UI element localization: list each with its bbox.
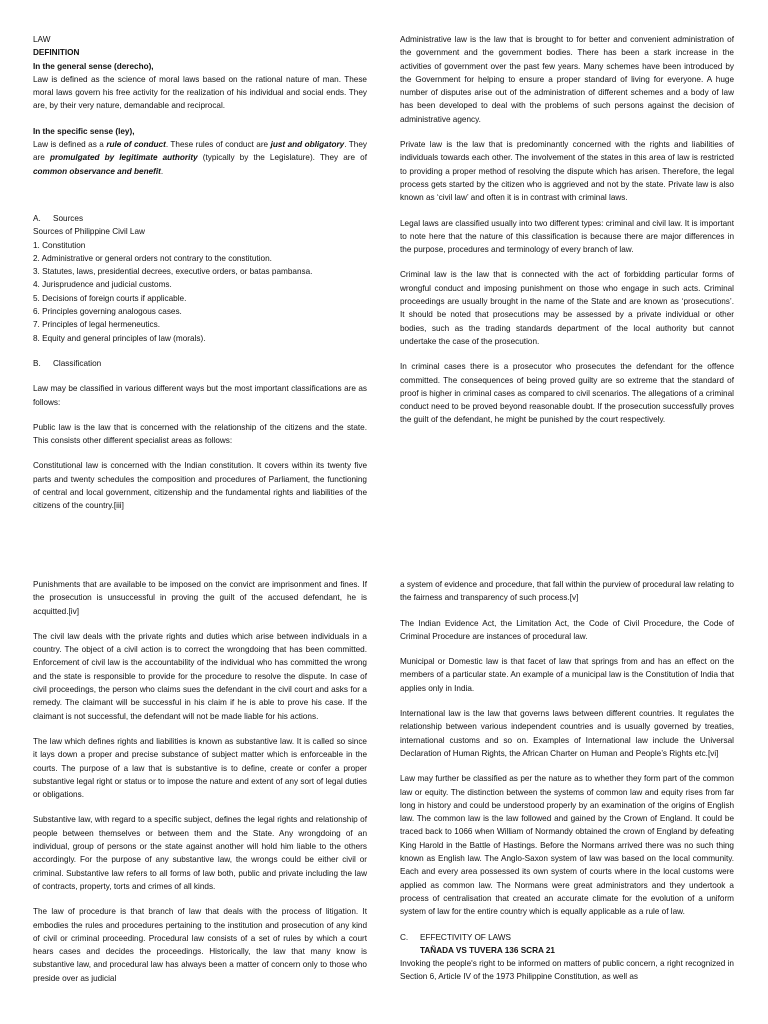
private-law-paragraph: Private law is the law that is predominantly concerned with the rights and liabilities of individuals towards each other. The involvement of the states in this area of law is restricted to providing a proper method of resolving the dispute which has arisen. Therefore, the legal process gets started by the citizen who is aggrieved and not by the state. Private law is also known as ‘civil law’ and often it is in contrast with criminal laws. <box>400 140 734 203</box>
international-law-paragraph: International law is the law that governs laws between different countries. It regulates the relationship between various independent countries and is usually governed by treaties, international customs and so on. Examples of International law include the Universal Declaration of Human Rights, the African Charter on Human and People’s Rights etc.[vi] <box>400 709 734 758</box>
sources-list <box>33 239 367 345</box>
list-item: 4. Jurisprudence and judicial customs. <box>33 280 172 290</box>
page-2 <box>0 572 768 1024</box>
page-1-left-column <box>33 33 367 525</box>
list-item: 2. Administrative or general orders not contrary to the constitution. <box>33 253 272 263</box>
substantive-law-paragraph-2: Substantive law, with regard to a specific subject, defines the legal rights and relationship of people between themselves or between them and the State. Any wrongdoing of an individual, group of persons or the state against another will hold him liable to the others accordingly. For the purpose of any substantive law, the wrongs could be either civil or criminal. Substantive law refers to all forms of law both, public and private including the law of contracts, property, torts and crimes of all kinds. <box>33 815 367 891</box>
doc-title: LAW <box>33 35 51 44</box>
list-item: 1. Constitution <box>33 240 86 250</box>
municipal-law-paragraph: Municipal or Domestic law is that facet of law that springs from and has an effect on the members of a particular state. An example of a municipal law is the Constitution of India that applies only in India. <box>400 657 734 693</box>
indian-acts-paragraph: The Indian Evidence Act, the Limitation Act, the Code of Civil Procedure, the Code of Criminal Procedure are instances of procedural law. <box>400 618 734 641</box>
legal-laws-paragraph: Legal laws are classified usually into two different types: criminal and civil law. It is important to note here that the nature of this classification is because there are major differences in the purpose, procedures and terminology of every branch of law. <box>400 218 734 255</box>
list-item: 5. Decisions of foreign courts if applicable. <box>33 293 187 303</box>
list-item: 3. Statutes, laws, presidential decrees, executive orders, or batas pambansa. <box>33 267 313 277</box>
civil-law-paragraph: The civil law deals with the private rights and duties which arise between individuals in a country. The object of a civil action is to correct the wrongdoing that has been committed. Enforcement of civil law is the accountability of the individual who has committed the wrong and the state is responsible to provide for the procedure to resolve the dispute. In case of civil proceedings, the person who claims sues the defendant in the civil court and asks for a remedy. The claimant will be successful in his claim if he is able to prove his case. If the claimant is not successful, the defendant will not be made liable for his actions. <box>33 631 367 721</box>
definition-label: DEFINITION <box>33 48 80 58</box>
effectivity-heading: C. EFFECTIVITY OF LAWS <box>400 932 511 942</box>
criminal-cases-paragraph: In criminal cases there is a prosecutor who prosecutes the defendant for the offence committed. The consequences of being proved guilty are so extreme that the standard of proof is higher in criminal cases as compared to civil scenarios. The allegations of a criminal conduct need to be proved beyond reasonable doubt. If the prosecution successfully proves the guilt of the defendant, he might be punished by the court respectively. <box>400 362 734 425</box>
list-item: 8. Equity and general principles of law (morals). <box>33 333 206 343</box>
classification-intro: Law may be classified in various different ways but the most important classifications are as follows: <box>33 384 367 407</box>
list-item: 7. Principles of legal hermeneutics. <box>33 320 160 330</box>
constitutional-law-paragraph: Constitutional law is concerned with the Indian constitution. It covers within its twenty five parts and twenty schedules the composition and procedures of Parliament, the functioning of central and local government, citizenship and the fundamental rights and liabilities of the citizens of the country.[iii] <box>33 461 367 511</box>
sources-subheading: Sources of Philippine Civil Law <box>33 227 145 237</box>
public-law-paragraph: Public law is the law that is concerned with the relationship of the citizens and the state. This consists other different specialist areas as follows: <box>33 422 367 446</box>
general-sense-text: Law is defined as the science of moral laws based on the rational nature of man. These moral laws govern his free activity for the realization of his individual and social ends. They are, by their very nature, demandable and reciprocal. <box>33 74 367 111</box>
evidence-paragraph: a system of evidence and procedure, that fall within the purview of procedural law relating to the fairness and transparency of such process.[v] <box>400 580 734 603</box>
classification-heading: B. Classification <box>33 358 102 368</box>
list-item: 6. Principles governing analogous cases. <box>33 307 182 317</box>
common-law-paragraph: Law may further be classified as per the nature as to whether they form part of the common law or equity. The distinction between the systems of common law and equity rises from far long in history and could be understood properly by an examination of the origins of English law. The common law is the law followed and gained by the Crown of England. It could be traced back to 1066 when William of Normandy obtained the crown of England by defeating King Harold in the Battle of Hastings. Before the Normans arrived there was no such thing known as English law. The Anglo-Saxon system of law was based on the local community. Each and every area possessed its own system of courts where in the local customs were applied as common law. The Normans were great administrators and they undertook a process of centralisation that created an accurate climate for the evolution of a uniform system of law for the entire country which is equally applicable as a rule of law. <box>400 774 734 917</box>
case-title: TAÑADA VS TUVERA 136 SCRA 21 <box>420 945 555 955</box>
administrative-law-paragraph: Administrative law is the law that is brought to for better and convenient administration of the government and the government bodies. There has been a stark increase in the activities of government over the past few years. Many schemes have been introduced by the Government for helping to ensure a proper standard of living for everyone. A huge number of disputes arise out of the administration of different schemes and a body of law has been developed to deal with the problems of such persons against the decision of administrative agency. <box>400 35 734 124</box>
sources-heading: A. Sources <box>33 213 84 223</box>
page-2-left-column <box>33 578 367 997</box>
specific-sense-label: In the specific sense (ley), <box>33 126 135 136</box>
case-text: Invoking the people's right to be informed on matters of public concern, a right recognized in Section 6, Article IV of the 1973 Philippine Constitution, as well as <box>400 959 734 982</box>
general-sense-label: In the general sense (derecho), <box>33 61 154 71</box>
criminal-law-paragraph: Criminal law is the law that is connected with the act of forbidding particular forms of wrongful conduct and imposing punishment on those who engage in such acts. Criminal proceedings are usually brought in the name of the State and are known as ‘prosecutions’. It should be noted that prosecutions may be assessed by a private individual or other bodies, such as the trading standards department of the local authority but cannot undertake the case of the prosecution. <box>400 270 734 346</box>
page-2-right-column <box>400 578 734 984</box>
substantive-law-paragraph: The law which defines rights and liabilities is known as substantive law. It is called so since it lays down a proper and precise substance of subject matter which is enforceable in the courts. The purpose of a law that is substantive is to define, create or confer a proper substantive legal right or status or to impose the nature and extent of any sort of legal duties or obligations. <box>33 736 367 800</box>
punishments-paragraph: Punishments that are available to be imposed on the convict are imprisonment and fines. If the prosecution is unsuccessful in proving the guilt of the accused defendant, he is acquitted.[iv] <box>33 580 367 616</box>
page-1-right-column <box>400 33 734 439</box>
specific-sense-text: Law is defined as a rule of conduct. These rules of conduct are just and obligatory. They are promulgated by legitimate authority (typically by the Legislature). They are of common observance and benefit. <box>33 140 367 176</box>
procedure-law-paragraph: The law of procedure is that branch of law that deals with the process of litigation. It embodies the rules and procedures pertaining to the institution and prosecution of any kind of civil or criminal proceeding. Procedural law consists of a set of rules by which a court hears cases and decides the proceedings. Historically, the law that many know is substantive law, and procedural law has always been a matter of concern only to those who preside over as judicial <box>33 907 367 983</box>
